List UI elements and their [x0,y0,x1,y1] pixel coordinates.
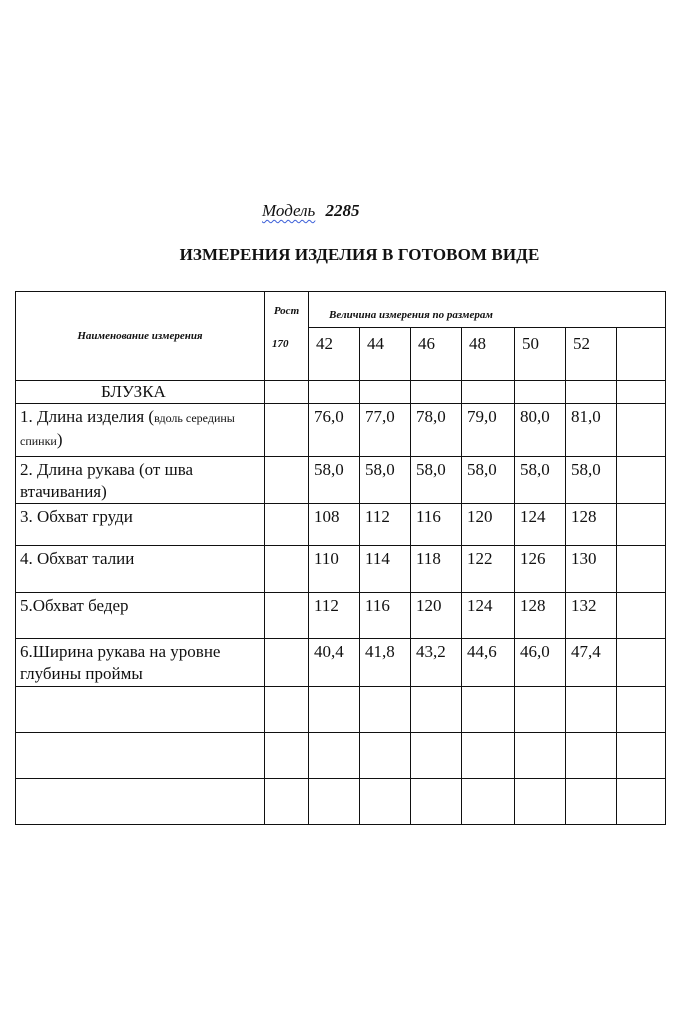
value-cell: 58,0 [309,457,360,504]
size-header: 42 [309,328,360,381]
empty-cell [566,733,617,779]
empty-cell [411,381,462,404]
empty-cell [462,733,515,779]
value-cell: 130 [566,546,617,593]
value-cell [617,593,666,639]
header-size-range: Величина измерения по размерам [309,292,666,328]
empty-cell [360,381,411,404]
empty-cell [265,381,309,404]
table-row [16,593,666,639]
empty-cell [515,733,566,779]
measurement-name: 6.Ширина рукава на уровне глубины проймы [16,639,265,687]
model-label: Модель [262,201,316,220]
empty-cell [360,687,411,733]
empty-cell [16,687,265,733]
value-cell [617,639,666,687]
value-cell: 116 [411,504,462,546]
empty-cell [309,381,360,404]
empty-cell [411,687,462,733]
value-cell: 58,0 [360,457,411,504]
value-cell: 128 [515,593,566,639]
empty-cell [16,733,265,779]
value-cell: 46,0 [515,639,566,687]
value-cell: 58,0 [515,457,566,504]
value-cell: 112 [309,593,360,639]
empty-cell [360,779,411,825]
value-cell: 76,0 [309,404,360,457]
value-cell: 41,8 [360,639,411,687]
section-label: БЛУЗКА [16,381,265,404]
empty-cell [265,733,309,779]
model-number: 2285 [325,201,360,220]
empty-cell [411,733,462,779]
height-cell [265,504,309,546]
height-cell [265,639,309,687]
value-cell: 78,0 [411,404,462,457]
value-cell: 118 [411,546,462,593]
table-row [16,457,666,504]
header-height-value: 170 [272,338,289,350]
value-cell: 116 [360,593,411,639]
measurement-name-note: вдоль середины спинки [20,411,235,448]
empty-cell [617,687,666,733]
page-title: ИЗМЕРЕНИЯ ИЗДЕЛИЯ В ГОТОВОМ ВИДЕ [179,245,540,264]
value-cell: 43,2 [411,639,462,687]
value-cell [617,504,666,546]
value-cell: 81,0 [566,404,617,457]
value-cell [617,404,666,457]
measurement-name-end: ) [56,430,63,449]
value-cell: 77,0 [360,404,411,457]
table-row-empty [16,687,666,733]
value-cell: 108 [309,504,360,546]
value-cell: 128 [566,504,617,546]
measurement-name [16,404,265,457]
empty-cell [566,381,617,404]
measurement-name: 2. Длина рукава (от шва втачивания) [16,457,265,504]
value-cell: 40,4 [309,639,360,687]
model-caption [262,201,360,221]
empty-cell [515,687,566,733]
value-cell: 132 [566,593,617,639]
value-cell: 58,0 [566,457,617,504]
size-header [617,328,666,381]
empty-cell [411,779,462,825]
table-row [16,504,666,546]
value-cell: 120 [462,504,515,546]
measurement-name: 5.Обхват бедер [16,593,265,639]
empty-cell [309,779,360,825]
empty-cell [566,779,617,825]
value-cell: 80,0 [515,404,566,457]
empty-cell [617,733,666,779]
value-cell: 122 [462,546,515,593]
value-cell: 124 [515,504,566,546]
value-cell: 58,0 [462,457,515,504]
measurement-name: 4. Обхват талии [16,546,265,593]
empty-cell [360,733,411,779]
measurement-name: 3. Обхват груди [16,504,265,546]
height-cell [265,593,309,639]
table-row [16,639,666,687]
empty-cell [462,779,515,825]
value-cell: 47,4 [566,639,617,687]
value-cell [617,546,666,593]
empty-cell [617,779,666,825]
value-cell [617,457,666,504]
empty-cell [617,381,666,404]
value-cell: 114 [360,546,411,593]
measurements-table [15,291,666,825]
empty-cell [16,779,265,825]
value-cell: 126 [515,546,566,593]
empty-cell [515,381,566,404]
table-row [16,546,666,593]
empty-cell [309,687,360,733]
table-row [16,404,666,457]
measurement-name-main: 1. Длина изделия ( [20,407,155,426]
empty-cell [265,687,309,733]
size-header: 44 [360,328,411,381]
value-cell: 112 [360,504,411,546]
size-header: 50 [515,328,566,381]
size-header: 48 [462,328,515,381]
empty-cell [515,779,566,825]
size-header: 52 [566,328,617,381]
value-cell: 79,0 [462,404,515,457]
empty-cell [265,779,309,825]
table-row-empty [16,733,666,779]
value-cell: 110 [309,546,360,593]
header-height [265,292,309,381]
size-header: 46 [411,328,462,381]
table-row-empty [16,779,666,825]
header-name: Наименование измерения [16,292,265,381]
value-cell: 44,6 [462,639,515,687]
value-cell: 124 [462,593,515,639]
header-height-label: Рост [273,305,300,317]
empty-cell [309,733,360,779]
height-cell [265,546,309,593]
empty-cell [462,381,515,404]
empty-cell [462,687,515,733]
value-cell: 58,0 [411,457,462,504]
empty-cell [566,687,617,733]
height-cell [265,457,309,504]
height-cell [265,404,309,457]
value-cell: 120 [411,593,462,639]
